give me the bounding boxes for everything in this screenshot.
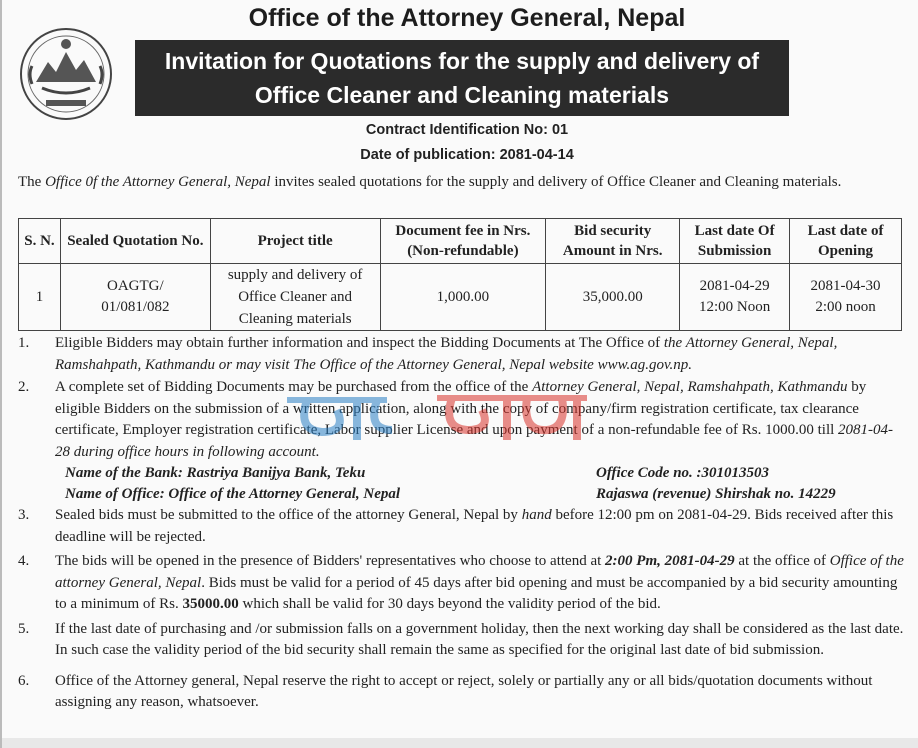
item-5-text: If the last date of purchasing and /or submission falls on a government holiday, then the next working day shall be considered as the last date. In such case the validity period of the bid security shall remain the same as specified for the original last date of bid submission. <box>55 620 904 658</box>
opening-date: 2081-04-30 <box>810 278 881 294</box>
cell-submission <box>680 264 790 331</box>
item-3-text-a: Sealed bids must be submitted to the office of the attorney General, Nepal by <box>55 507 522 523</box>
quotation-table <box>18 218 902 331</box>
cell-project: supply and delivery of Office Cleaner and Cleaning materials <box>210 264 380 331</box>
cell-opening <box>790 264 902 331</box>
item-2-italic-b: Attorney General, Nepal, Ramshahpath, Kathmandu <box>532 379 848 395</box>
office-name: Name of Office: Office of the Attorney General, Nepal <box>65 486 401 502</box>
col-project: Project title <box>210 219 380 264</box>
intro-office: Office 0f the Attorney General, Nepal <box>45 174 271 190</box>
item-3-italic: hand <box>521 507 552 523</box>
item-1-text: Eligible Bidders may obtain further information and inspect the Bidding Documents at The Office of <box>55 335 664 351</box>
intro-suffix: invites sealed quotations for the supply and delivery of Office Cleaner and Cleaning materials. <box>270 174 842 190</box>
cell-bid-security: 35,000.00 <box>546 264 680 331</box>
item-4-text-a: The bids will be opened in the presence of Bidders' representatives who choose to attend at <box>55 553 606 569</box>
item-6-text: Office of the Attorney general, Nepal reserve the right to accept or reject, solely or partially any or all bids/quotation documents without assigning any reason, whatsoever. <box>55 672 873 710</box>
cell-doc-fee: 1,000.00 <box>380 264 546 331</box>
list-item <box>18 505 906 548</box>
item-4-text-c: at the office of <box>734 553 830 569</box>
nepal-emblem-icon <box>18 26 114 122</box>
cell-sn: 1 <box>19 264 61 331</box>
quotation-no-line2: 01/081/082 <box>101 299 170 315</box>
col-last-opening: Last date of Opening <box>790 219 902 264</box>
bank-details-row-1 <box>18 463 906 484</box>
publication-date: Date of publication: 2081-04-14 <box>360 147 574 163</box>
banner-line-2: Office Cleaner and Cleaning materials <box>254 82 670 108</box>
item-4-opening-time: 2:00 Pm, 2081-04-29 <box>605 553 735 569</box>
item-number: 5. <box>18 620 30 637</box>
table-row <box>19 264 902 331</box>
quotation-no-line1: OAGTG/ <box>107 278 164 294</box>
bank-name: Name of the Bank: Rastriya Banijya Bank, Teku <box>65 465 366 481</box>
title-banner <box>135 40 789 116</box>
item-2-text-c: by eligible Bidders on the submission of a written application, along with the copy of company/firm registration certificate, tax clearance certificate, Employer registration certificate, Labor supplier License and upon payment of a non-refundable fee of Rs. 1000.00 till <box>55 379 867 438</box>
item-3-text-c: before 12:00 pm on 2081-04-29. Bids received after this deadline will be rejected. <box>55 507 894 545</box>
col-quotation-no: Sealed Quotation No. <box>60 219 210 264</box>
item-number: 6. <box>18 672 30 689</box>
list-item <box>18 671 906 714</box>
revenue-head: Rajaswa (revenue) Shirshak no. 14229 <box>596 486 836 502</box>
item-4-amount: 35000.00 <box>182 596 239 612</box>
item-number: 3. <box>18 507 30 523</box>
col-last-submission: Last date Of Submission <box>680 219 790 264</box>
page-bottom-edge <box>2 738 918 748</box>
item-4-office-italic: Office of the attorney General, Nepal <box>55 553 904 591</box>
item-4-text-g: which shall be valid for 30 days beyond the validity period of the bid. <box>238 596 661 612</box>
table-header-row <box>19 219 902 264</box>
col-bid-security: Bid security Amount in Nrs. <box>546 219 680 264</box>
opening-time: 2:00 noon <box>815 299 876 315</box>
contract-id: Contract Identification No: 01 <box>365 122 569 138</box>
item-number: 4. <box>18 553 30 569</box>
item-number: 1. <box>18 335 30 351</box>
col-doc-fee: Document fee in Nrs. (Non-refundable) <box>380 219 546 264</box>
list-item <box>18 619 906 662</box>
banner-line-1: Invitation for Quotations for the supply and delivery of <box>164 48 760 74</box>
col-sn: S. N. <box>19 219 61 264</box>
submission-date: 2081-04-29 <box>699 278 770 294</box>
submission-time: 12:00 Noon <box>698 299 771 315</box>
item-2-italic-d: 2081-04-28 during office hours in following account. <box>55 422 894 460</box>
bank-details-row-2 <box>18 484 906 505</box>
intro-prefix: The <box>18 174 46 190</box>
cell-quotation-no <box>60 264 210 331</box>
intro-paragraph <box>18 172 908 193</box>
item-1-italic: the Attorney General, Nepal, Ramshahpath, Kathmandu or may visit The Office of the Attorney General, Nepal website www.ag.gov.np. <box>55 335 838 373</box>
office-title: Office of the Attorney General, Nepal <box>248 4 686 32</box>
office-code: Office Code no. :301013503 <box>596 465 770 481</box>
watermark-logo-icon <box>267 370 607 460</box>
list-item <box>18 551 906 616</box>
item-4-text-e: . Bids must be valid for a period of 45 days after bid opening and must be accompanied by a bid security amounting to a minimum of Rs. <box>55 574 898 612</box>
item-number: 2. <box>18 379 30 395</box>
item-2-text-a: A complete set of Bidding Documents may be purchased from the office of the <box>55 379 533 395</box>
